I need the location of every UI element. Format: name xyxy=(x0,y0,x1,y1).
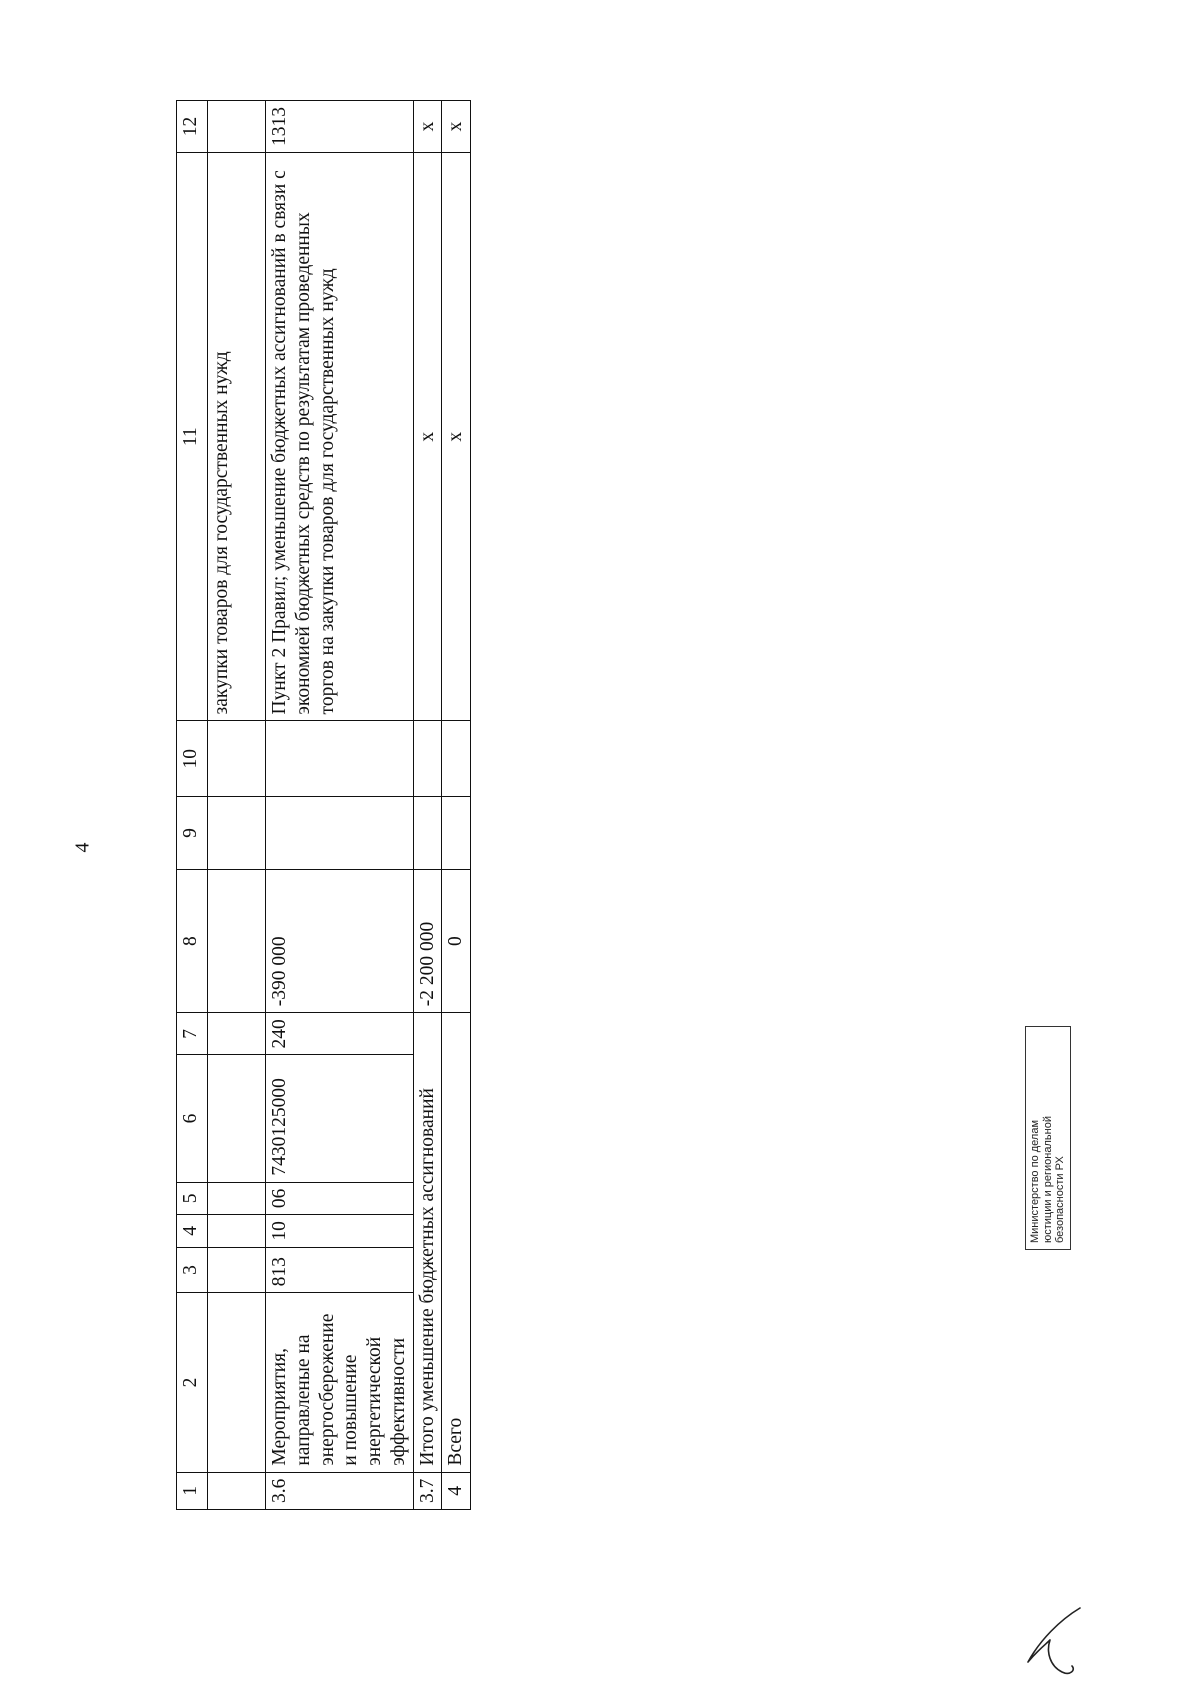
grand-total-label: Всего xyxy=(442,1013,471,1472)
col-header-8: 8 xyxy=(177,870,208,1013)
cell xyxy=(208,721,266,797)
col-header-5: 5 xyxy=(177,1182,208,1215)
cell-justification: Пункт 2 Правил; уменьшение бюджетных ассигнований в связи с экономией бюджетных средств по результатам проведенных торгов на закупки товаров для государственных нужд xyxy=(266,153,414,721)
cell: х xyxy=(413,153,442,721)
cell xyxy=(442,721,471,797)
cell-amount: -390 000 xyxy=(266,870,414,1013)
cell xyxy=(266,721,414,797)
cell xyxy=(442,796,471,869)
cell-code: 06 xyxy=(266,1182,414,1215)
col-header-3: 3 xyxy=(177,1247,208,1293)
cell-code: 7430125000 xyxy=(266,1055,414,1182)
total-label: Итого уменьшение бюджетных ассигнований xyxy=(413,1013,442,1472)
table-row xyxy=(413,101,442,1510)
cell: х xyxy=(442,153,471,721)
stamp-line: безопасности РХ xyxy=(1054,1156,1067,1243)
col-header-1: 1 xyxy=(177,1472,208,1509)
cell xyxy=(208,1293,266,1472)
cell xyxy=(208,1215,266,1248)
col-header-9: 9 xyxy=(177,796,208,869)
cell xyxy=(266,796,414,869)
col-header-4: 4 xyxy=(177,1215,208,1248)
table-row xyxy=(442,101,471,1510)
row-number: 3.6 xyxy=(266,1472,414,1509)
col-header-7: 7 xyxy=(177,1013,208,1055)
col-header-2: 2 xyxy=(177,1293,208,1472)
cell xyxy=(208,1472,266,1509)
cell xyxy=(413,796,442,869)
cell-code: 240 xyxy=(266,1013,414,1055)
table-row xyxy=(208,101,266,1510)
cell xyxy=(208,1055,266,1182)
col-header-6: 6 xyxy=(177,1055,208,1182)
col-header-10: 10 xyxy=(177,721,208,797)
col-header-12: 12 xyxy=(177,101,208,153)
ministry-stamp xyxy=(1025,1026,1071,1250)
cell xyxy=(208,101,266,153)
cell-code: 813 xyxy=(266,1247,414,1293)
cell: х xyxy=(413,101,442,153)
signature-mark xyxy=(1020,1600,1100,1680)
activity-name: Мероприятия, направленые на энергосбережение и повышение энергетической эффективности xyxy=(266,1293,414,1472)
budget-table-container xyxy=(176,100,510,1510)
cell-amount: 0 xyxy=(442,870,471,1013)
cell-justification: закупки товаров для государственных нужд xyxy=(208,153,266,721)
cell-amount: -2 200 000 xyxy=(413,870,442,1013)
cell xyxy=(208,1247,266,1293)
stamp-line: Министерство по делам xyxy=(1029,1119,1041,1243)
row-number: 3.7 xyxy=(413,1472,442,1509)
cell xyxy=(208,1013,266,1055)
cell xyxy=(208,1182,266,1215)
cell-code: 10 xyxy=(266,1215,414,1248)
table-row xyxy=(266,101,414,1510)
cell xyxy=(208,870,266,1013)
cell xyxy=(413,721,442,797)
cell xyxy=(208,796,266,869)
col-header-11: 11 xyxy=(177,153,208,721)
page-number: 4 xyxy=(71,842,94,853)
header-row xyxy=(177,101,208,1510)
cell-code: 1313 xyxy=(266,101,414,153)
budget-table xyxy=(176,100,471,1510)
stamp-line: юстиции и региональной xyxy=(1041,1116,1054,1243)
cell: х xyxy=(442,101,471,153)
row-number: 4 xyxy=(442,1472,471,1509)
